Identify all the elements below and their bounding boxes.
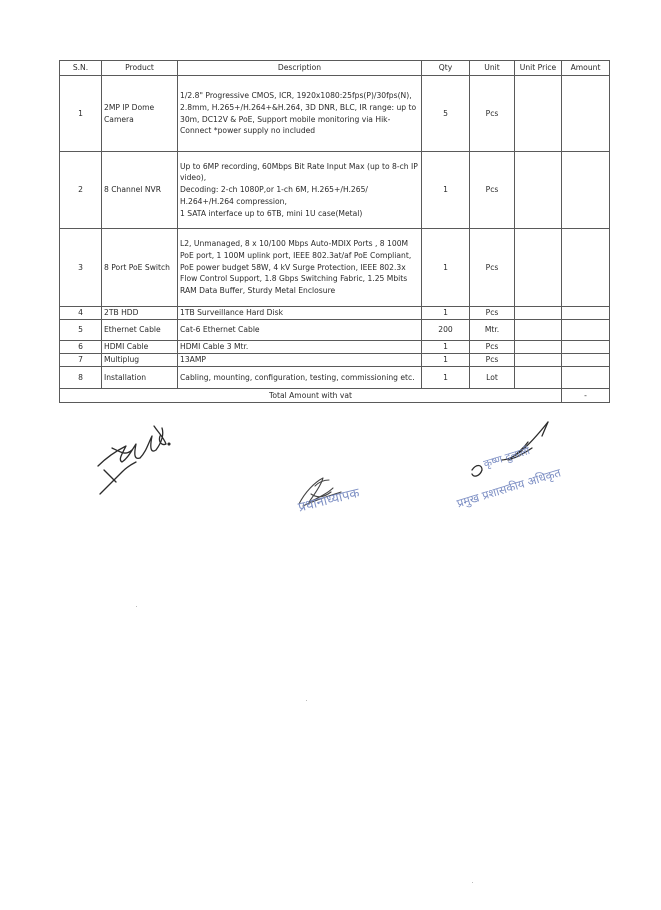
cell-description: Up to 6MP recording, 60Mbps Bit Rate Input Max (up to 8-ch IP video), Decoding: 2-ch 1080P,or 1-ch 6M, H.265+/H.265/ H.264+/H.264 compression, 1 SATA interface up to 6TB, mini 1U case(Metal) xyxy=(178,152,422,229)
cell-amount xyxy=(562,354,610,367)
cell-sn: 5 xyxy=(60,320,102,341)
cell-sn: 7 xyxy=(60,354,102,367)
table-row xyxy=(60,367,610,389)
cell-sn: 3 xyxy=(60,229,102,307)
cell-product: 2MP IP Dome Camera xyxy=(102,76,178,152)
cell-unit-price xyxy=(515,320,562,341)
cell-qty: 1 xyxy=(422,341,470,354)
cell-sn: 2 xyxy=(60,152,102,229)
cell-sn: 1 xyxy=(60,76,102,152)
header-unit: Unit xyxy=(470,61,515,76)
table-row xyxy=(60,152,610,229)
officer-name-stamp: कृष्ण दुलाली xyxy=(482,445,532,471)
table-row xyxy=(60,354,610,367)
cell-sn: 8 xyxy=(60,367,102,389)
cell-qty: 1 xyxy=(422,354,470,367)
cell-description: 13AMP xyxy=(178,354,422,367)
cell-unit: Lot xyxy=(470,367,515,389)
cell-amount xyxy=(562,367,610,389)
cell-description: 1/2.8" Progressive CMOS, ICR, 1920x1080:25fps(P)/30fps(N), 2.8mm, H.265+/H.264+&H.264, 3D DNR, BLC, IR range: up to 30m, DC12V & PoE, Support mobile monitoring via Hik-Connect *power supply no included xyxy=(178,76,422,152)
cell-unit-price xyxy=(515,307,562,320)
cell-amount xyxy=(562,76,610,152)
cell-amount xyxy=(562,229,610,307)
cell-description: L2, Unmanaged, 8 x 10/100 Mbps Auto-MDIX Ports , 8 100M PoE port, 1 100M uplink port, IEEE 802.3at/af PoE Compliant, PoE power budget 58W, 4 kV Surge Protection, IEEE 802.3x Flow Control Support, 1.8 Gbps Switching Fabric, 1.25 Mbits RAM Data Buffer, Sturdy Metal Enclosure xyxy=(178,229,422,307)
cell-unit-price xyxy=(515,76,562,152)
cell-unit: Pcs xyxy=(470,307,515,320)
cell-product: 2TB HDD xyxy=(102,307,178,320)
cell-product: Ethernet Cable xyxy=(102,320,178,341)
cell-unit: Pcs xyxy=(470,341,515,354)
cell-product: Multiplug xyxy=(102,354,178,367)
table-row xyxy=(60,307,610,320)
officer-title-stamp: प्रमुख प्रशासकीय अधिकृत xyxy=(455,465,563,511)
cell-unit-price xyxy=(515,341,562,354)
cell-unit-price xyxy=(515,367,562,389)
header-sn: S.N. xyxy=(60,61,102,76)
cell-qty: 1 xyxy=(422,367,470,389)
cell-unit: Pcs xyxy=(470,354,515,367)
cell-unit-price xyxy=(515,152,562,229)
table-row xyxy=(60,76,610,152)
cell-qty: 1 xyxy=(422,152,470,229)
header-unit-price: Unit Price xyxy=(515,61,562,76)
cell-product: Installation xyxy=(102,367,178,389)
table-row xyxy=(60,320,610,341)
headmaster-stamp: प्रधानाध्यापक xyxy=(296,485,362,516)
cell-description: Cabling, mounting, configuration, testing, commissioning etc. xyxy=(178,367,422,389)
cell-unit-price xyxy=(515,354,562,367)
header-amount: Amount xyxy=(562,61,610,76)
cell-amount xyxy=(562,341,610,354)
cell-qty: 5 xyxy=(422,76,470,152)
table-row xyxy=(60,341,610,354)
cell-amount xyxy=(562,307,610,320)
cell-product: 8 Port PoE Switch xyxy=(102,229,178,307)
cell-qty: 1 xyxy=(422,307,470,320)
cell-amount xyxy=(562,152,610,229)
total-label: Total Amount with vat xyxy=(60,389,562,403)
cell-unit-price xyxy=(515,229,562,307)
cell-description: 1TB Surveillance Hard Disk xyxy=(178,307,422,320)
cell-product: HDMI Cable xyxy=(102,341,178,354)
cell-sn: 6 xyxy=(60,341,102,354)
header-description: Description xyxy=(178,61,422,76)
scan-speck xyxy=(306,700,307,701)
header-product: Product xyxy=(102,61,178,76)
cell-unit: Mtr. xyxy=(470,320,515,341)
cell-unit: Pcs xyxy=(470,229,515,307)
total-amount: - xyxy=(562,389,610,403)
signature-left xyxy=(92,420,178,500)
cell-description: Cat-6 Ethernet Cable xyxy=(178,320,422,341)
cell-qty: 200 xyxy=(422,320,470,341)
total-row xyxy=(60,389,610,403)
cell-unit: Pcs xyxy=(470,76,515,152)
cell-description: HDMI Cable 3 Mtr. xyxy=(178,341,422,354)
cell-product: 8 Channel NVR xyxy=(102,152,178,229)
cell-amount xyxy=(562,320,610,341)
cell-unit: Pcs xyxy=(470,152,515,229)
scan-speck xyxy=(472,882,473,883)
quotation-table xyxy=(59,60,610,403)
cell-sn: 4 xyxy=(60,307,102,320)
table-header-row xyxy=(60,61,610,76)
scan-speck xyxy=(136,606,137,607)
cell-qty: 1 xyxy=(422,229,470,307)
header-qty: Qty xyxy=(422,61,470,76)
table-row xyxy=(60,229,610,307)
